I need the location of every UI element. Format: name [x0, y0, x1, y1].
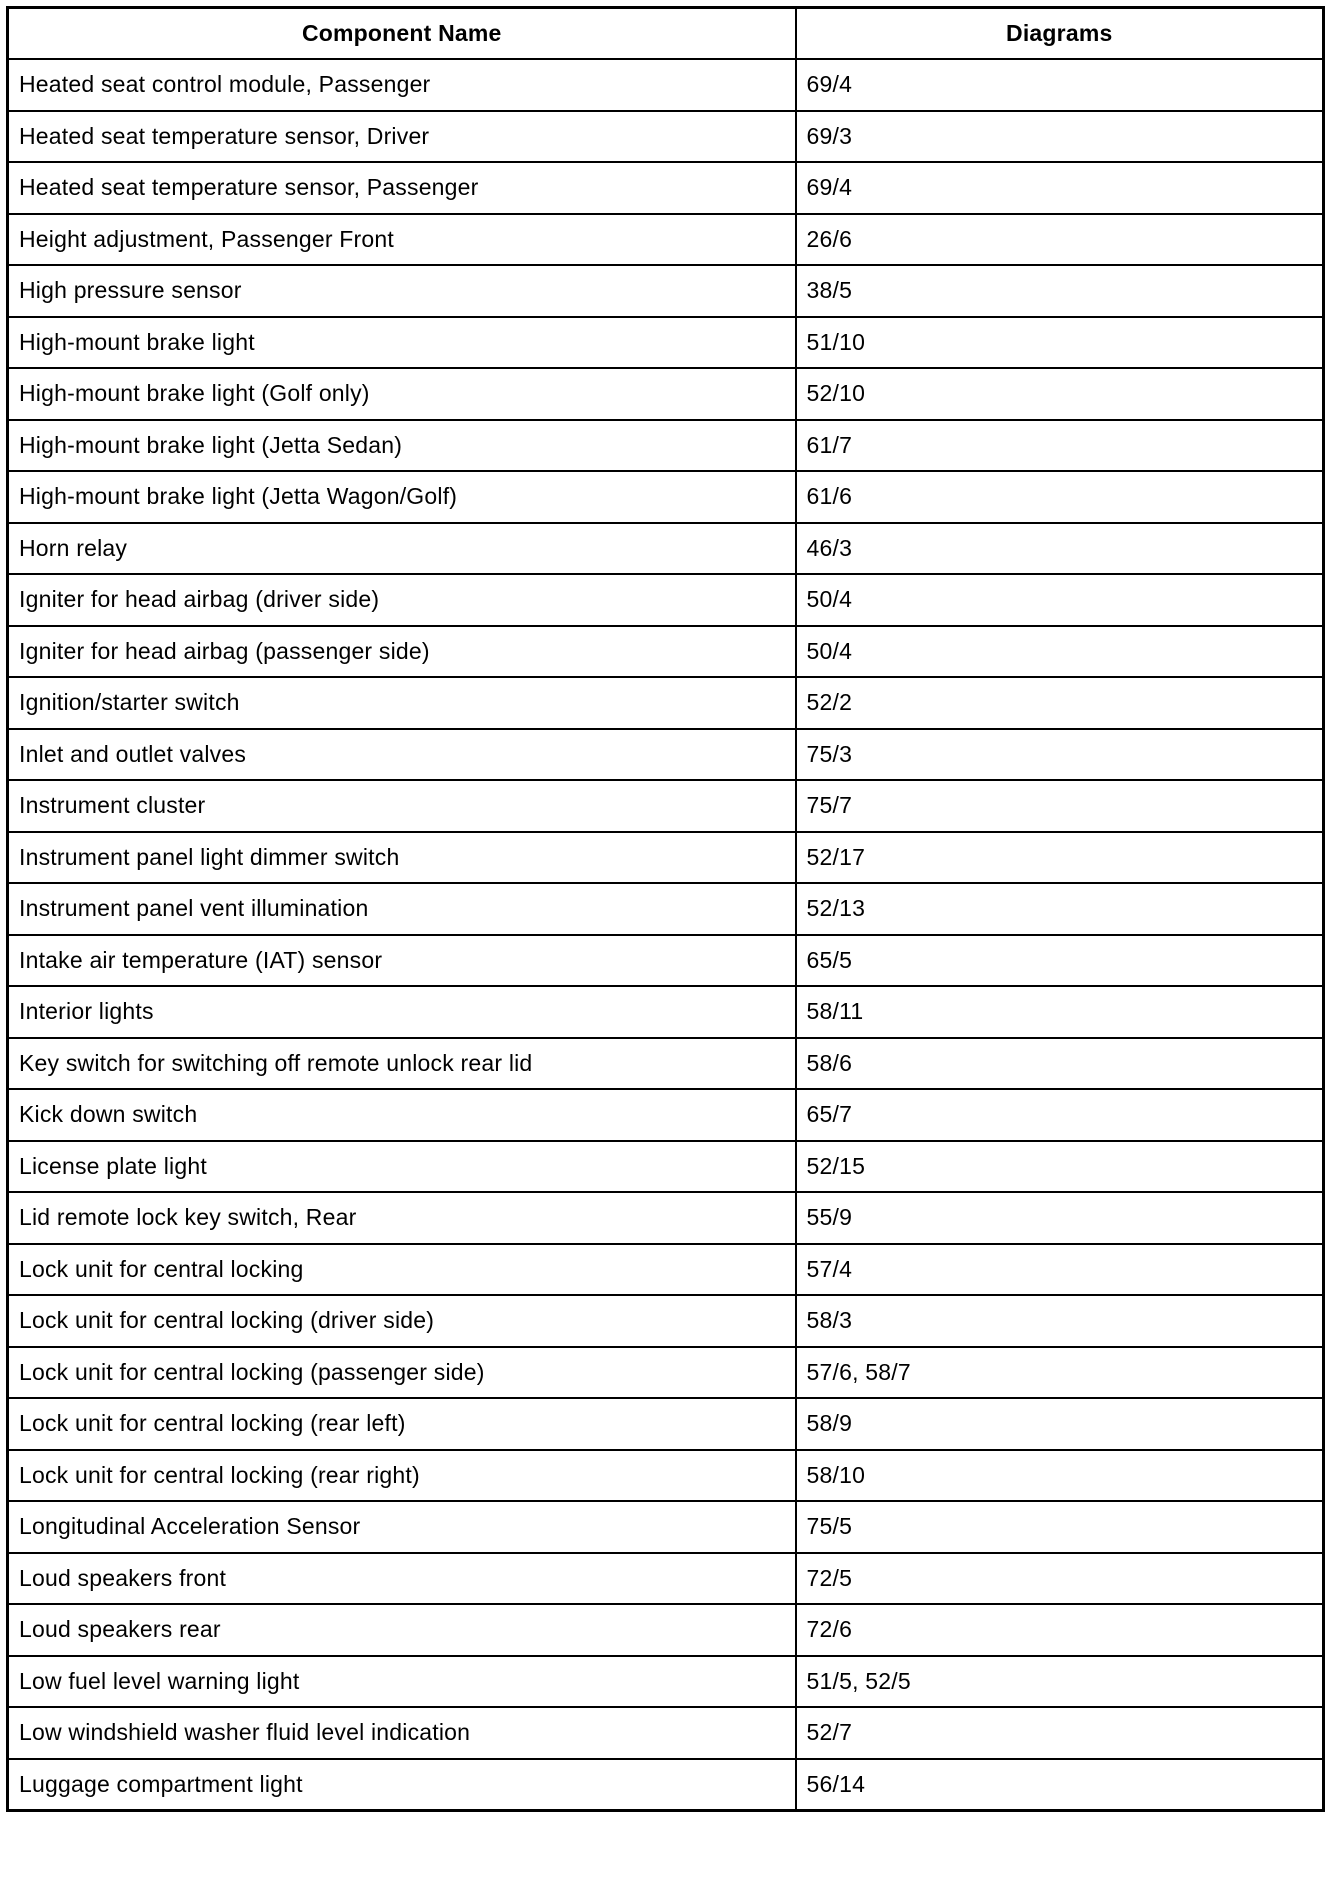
component-name-cell: Heated seat control module, Passenger — [8, 59, 796, 111]
component-name-cell: High-mount brake light (Golf only) — [8, 368, 796, 420]
component-name-cell: Igniter for head airbag (driver side) — [8, 574, 796, 626]
diagrams-cell: 72/5 — [796, 1553, 1324, 1605]
table-row — [8, 677, 1324, 729]
diagrams-cell: 69/4 — [796, 59, 1324, 111]
table-row — [8, 59, 1324, 111]
component-name-cell: Longitudinal Acceleration Sensor — [8, 1501, 796, 1553]
component-name-cell: Key switch for switching off remote unlock rear lid — [8, 1038, 796, 1090]
table-row — [8, 1141, 1324, 1193]
diagrams-cell: 61/6 — [796, 471, 1324, 523]
table-row — [8, 111, 1324, 163]
component-name-cell: Low fuel level warning light — [8, 1656, 796, 1708]
table-row — [8, 523, 1324, 575]
diagrams-cell: 58/11 — [796, 986, 1324, 1038]
diagrams-cell: 52/17 — [796, 832, 1324, 884]
diagrams-cell: 52/13 — [796, 883, 1324, 935]
diagrams-cell: 52/7 — [796, 1707, 1324, 1759]
table-row — [8, 1450, 1324, 1502]
component-name-cell: High pressure sensor — [8, 265, 796, 317]
table-row — [8, 265, 1324, 317]
table-row — [8, 1347, 1324, 1399]
table-row — [8, 935, 1324, 987]
diagrams-cell: 56/14 — [796, 1759, 1324, 1811]
component-name-cell: Lock unit for central locking — [8, 1244, 796, 1296]
diagrams-cell: 75/5 — [796, 1501, 1324, 1553]
component-name-cell: Low windshield washer fluid level indication — [8, 1707, 796, 1759]
component-diagram-table — [6, 6, 1325, 1812]
component-name-cell: Heated seat temperature sensor, Passenger — [8, 162, 796, 214]
diagrams-cell: 51/5, 52/5 — [796, 1656, 1324, 1708]
component-name-cell: Kick down switch — [8, 1089, 796, 1141]
diagrams-cell: 26/6 — [796, 214, 1324, 266]
table-row — [8, 780, 1324, 832]
diagrams-cell: 52/15 — [796, 1141, 1324, 1193]
table-row — [8, 317, 1324, 369]
table-row — [8, 162, 1324, 214]
component-name-cell: Luggage compartment light — [8, 1759, 796, 1811]
header-diagrams: Diagrams — [796, 8, 1324, 60]
diagrams-cell: 52/10 — [796, 368, 1324, 420]
component-name-cell: High-mount brake light (Jetta Sedan) — [8, 420, 796, 472]
component-name-cell: Lid remote lock key switch, Rear — [8, 1192, 796, 1244]
table-row — [8, 574, 1324, 626]
component-name-cell: Loud speakers rear — [8, 1604, 796, 1656]
component-table-container — [6, 6, 1322, 1812]
diagrams-cell: 75/3 — [796, 729, 1324, 781]
component-name-cell: High-mount brake light — [8, 317, 796, 369]
diagrams-cell: 75/7 — [796, 780, 1324, 832]
table-row — [8, 832, 1324, 884]
diagrams-cell: 58/6 — [796, 1038, 1324, 1090]
component-name-cell: Igniter for head airbag (passenger side) — [8, 626, 796, 678]
diagrams-cell: 52/2 — [796, 677, 1324, 729]
table-row — [8, 368, 1324, 420]
table-body — [8, 59, 1324, 1811]
component-name-cell: Ignition/starter switch — [8, 677, 796, 729]
table-row — [8, 1192, 1324, 1244]
component-name-cell: Lock unit for central locking (passenger side) — [8, 1347, 796, 1399]
component-name-cell: Intake air temperature (IAT) sensor — [8, 935, 796, 987]
table-row — [8, 1501, 1324, 1553]
table-row — [8, 1604, 1324, 1656]
component-name-cell: Instrument panel vent illumination — [8, 883, 796, 935]
diagrams-cell: 57/6, 58/7 — [796, 1347, 1324, 1399]
diagrams-cell: 58/9 — [796, 1398, 1324, 1450]
component-name-cell: Lock unit for central locking (rear right) — [8, 1450, 796, 1502]
component-name-cell: Inlet and outlet valves — [8, 729, 796, 781]
table-row — [8, 1759, 1324, 1811]
diagrams-cell: 50/4 — [796, 574, 1324, 626]
component-name-cell: Instrument cluster — [8, 780, 796, 832]
diagrams-cell: 57/4 — [796, 1244, 1324, 1296]
diagrams-cell: 72/6 — [796, 1604, 1324, 1656]
diagrams-cell: 50/4 — [796, 626, 1324, 678]
diagrams-cell: 69/4 — [796, 162, 1324, 214]
diagrams-cell: 51/10 — [796, 317, 1324, 369]
component-name-cell: Horn relay — [8, 523, 796, 575]
diagrams-cell: 58/10 — [796, 1450, 1324, 1502]
table-row — [8, 729, 1324, 781]
table-row — [8, 1089, 1324, 1141]
header-component-name: Component Name — [8, 8, 796, 60]
table-row — [8, 214, 1324, 266]
component-name-cell: Lock unit for central locking (driver side) — [8, 1295, 796, 1347]
table-row — [8, 1656, 1324, 1708]
component-name-cell: High-mount brake light (Jetta Wagon/Golf) — [8, 471, 796, 523]
diagrams-cell: 65/5 — [796, 935, 1324, 987]
component-name-cell: Interior lights — [8, 986, 796, 1038]
table-row — [8, 1244, 1324, 1296]
component-name-cell: Height adjustment, Passenger Front — [8, 214, 796, 266]
table-row — [8, 626, 1324, 678]
table-row — [8, 986, 1324, 1038]
diagrams-cell: 58/3 — [796, 1295, 1324, 1347]
diagrams-cell: 38/5 — [796, 265, 1324, 317]
table-row — [8, 420, 1324, 472]
table-row — [8, 1038, 1324, 1090]
component-name-cell: Loud speakers front — [8, 1553, 796, 1605]
diagrams-cell: 61/7 — [796, 420, 1324, 472]
component-name-cell: Lock unit for central locking (rear left) — [8, 1398, 796, 1450]
table-row — [8, 1295, 1324, 1347]
component-name-cell: License plate light — [8, 1141, 796, 1193]
diagrams-cell: 69/3 — [796, 111, 1324, 163]
component-name-cell: Heated seat temperature sensor, Driver — [8, 111, 796, 163]
table-row — [8, 1553, 1324, 1605]
diagrams-cell: 65/7 — [796, 1089, 1324, 1141]
diagrams-cell: 55/9 — [796, 1192, 1324, 1244]
diagrams-cell: 46/3 — [796, 523, 1324, 575]
table-row — [8, 471, 1324, 523]
table-row — [8, 1707, 1324, 1759]
table-row — [8, 883, 1324, 935]
table-header-row — [8, 8, 1324, 60]
component-name-cell: Instrument panel light dimmer switch — [8, 832, 796, 884]
table-row — [8, 1398, 1324, 1450]
